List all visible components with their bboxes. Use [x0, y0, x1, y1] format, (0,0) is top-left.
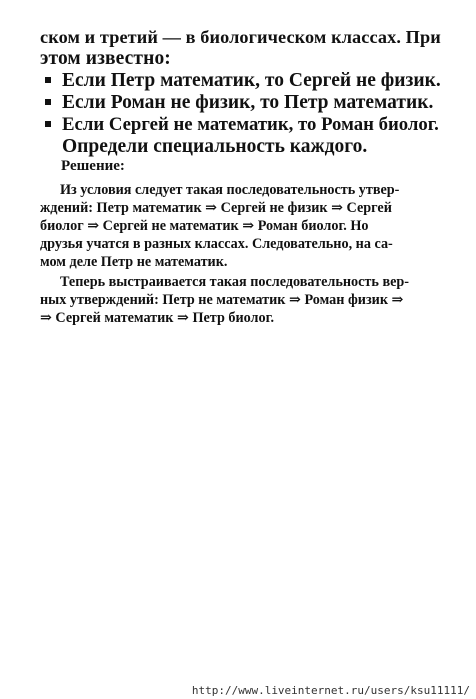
watermark-url: http://www.liveinternet.ru/users/ksu11111/	[191, 684, 470, 697]
solution-body	[40, 181, 416, 327]
condition-item	[42, 114, 442, 136]
solution-line: ждений: Петр математик ⇒ Сергей не физик ⇒ Сергей	[40, 200, 392, 216]
condition-text: Если Сергей не математик, то Роман биолог.	[62, 114, 439, 135]
solution-line: Теперь выстраивается такая последовательность вер-	[60, 274, 410, 290]
solution-line: мом деле Петр не математик.	[40, 254, 228, 270]
condition-text: Если Петр математик, то Сергей не физик.	[62, 70, 441, 91]
solution-line: биолог ⇒ Сергей не математик ⇒ Роман биолог. Но	[40, 218, 369, 234]
bullet-square-icon	[45, 77, 51, 83]
condition-item	[42, 70, 442, 92]
condition-text: Если Роман не физик, то Петр математик.	[62, 92, 434, 113]
solution-heading: Решение:	[61, 158, 125, 174]
bullet-square-icon	[45, 99, 51, 105]
conditions-list	[42, 70, 442, 158]
condition-item	[42, 92, 442, 114]
solution-line: друзья учатся в разных классах. Следовательно, на са-	[40, 236, 393, 252]
solution-line: ных утверждений: Петр не математик ⇒ Роман физик ⇒	[40, 292, 404, 308]
intro-line: этом известно:	[40, 48, 171, 69]
intro-line: ском и третий — в биологическом классах. При	[40, 27, 441, 47]
problem-intro	[40, 26, 440, 70]
solution-line: ⇒ Сергей математик ⇒ Петр биолог.	[40, 310, 274, 326]
solution-line: Из условия следует такая последовательность утвер-	[60, 182, 400, 198]
task-question: Определи специальность каждого.	[62, 136, 368, 157]
bullet-square-icon	[45, 121, 51, 127]
